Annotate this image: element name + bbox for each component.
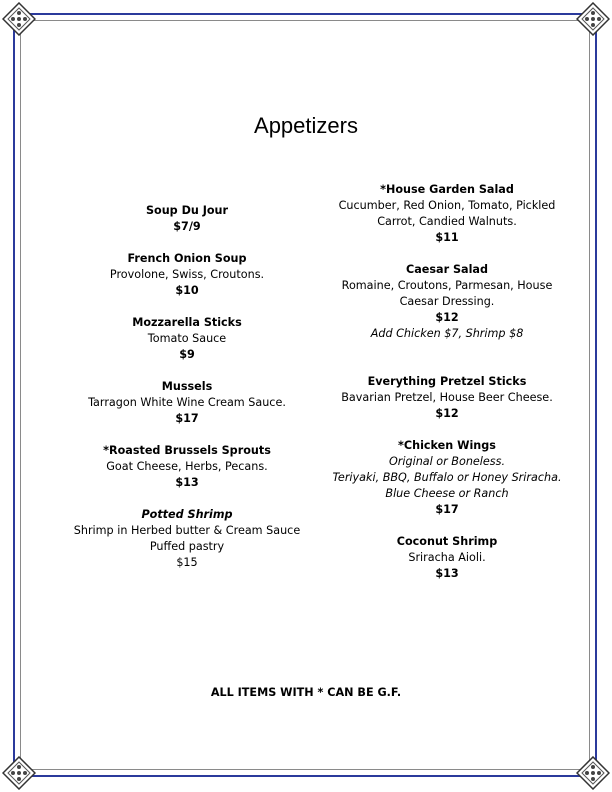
item-price: $13	[175, 476, 199, 489]
item-description: Goat Cheese, Herbs, Pecans.	[106, 460, 268, 473]
item-description: Sriracha Aioli.	[408, 551, 486, 564]
menu-item-coconut-shrimp	[322, 534, 572, 582]
item-price: $10	[175, 284, 199, 297]
gluten-free-note: ALL ITEMS WITH * CAN BE G.F.	[210, 686, 402, 699]
menu-item-house-garden-salad	[322, 182, 572, 246]
item-description: Carrot, Candied Walnuts.	[377, 215, 517, 228]
item-description: Bavarian Pretzel, House Beer Cheese.	[341, 391, 553, 404]
item-name: *Roasted Brussels Sprouts	[103, 444, 271, 457]
item-description: Puffed pastry	[149, 540, 225, 553]
menu-item-mussels	[62, 379, 312, 427]
corner-ornament-icon	[2, 756, 36, 790]
item-name: Mozzarella Sticks	[132, 316, 242, 329]
item-description: Tarragon White Wine Cream Sauce.	[88, 396, 286, 409]
menu-item-chicken-wings	[322, 438, 572, 518]
corner-ornament-icon	[576, 2, 610, 36]
item-price: $12	[435, 311, 459, 324]
menu-item-caesar-salad	[322, 262, 572, 342]
menu-column-left	[62, 203, 312, 587]
item-price: $9	[179, 348, 195, 361]
menu-item-roasted-brussels-sprouts	[62, 443, 312, 491]
item-name: Caesar Salad	[406, 263, 488, 276]
item-description: Caesar Dressing.	[399, 295, 495, 308]
item-name: French Onion Soup	[127, 252, 247, 265]
item-description: Romaine, Croutons, Parmesan, House	[341, 279, 553, 292]
item-description: Shrimp in Herbed butter & Cream Sauce	[73, 524, 301, 537]
item-name: Everything Pretzel Sticks	[367, 375, 527, 388]
item-description: Cucumber, Red Onion, Tomato, Pickled	[338, 199, 556, 212]
menu-item-soup-du-jour	[62, 203, 312, 235]
item-price: $15	[176, 556, 198, 569]
menu-item-everything-pretzel-sticks	[322, 374, 572, 422]
item-description: Tomato Sauce	[147, 332, 227, 345]
item-price: $7/9	[173, 220, 201, 233]
item-description: Original or Boneless.	[388, 455, 506, 468]
item-name: *Chicken Wings	[398, 439, 496, 452]
menu-item-potted-shrimp	[62, 507, 312, 571]
item-addon: Add Chicken $7, Shrimp $8	[370, 327, 524, 340]
item-price: $13	[435, 567, 459, 580]
menu-item-mozzarella-sticks	[62, 315, 312, 363]
item-name: Coconut Shrimp	[396, 535, 498, 548]
item-price: $11	[435, 231, 459, 244]
item-name: Potted Shrimp	[141, 508, 233, 521]
page-title: Appetizers	[254, 113, 358, 138]
item-name: Soup Du Jour	[145, 204, 229, 217]
item-description: Teriyaki, BBQ, Buffalo or Honey Sriracha.	[332, 471, 562, 484]
item-description: Provolone, Swiss, Croutons.	[109, 268, 265, 281]
menu-column-right	[322, 182, 572, 598]
menu-item-french-onion-soup	[62, 251, 312, 299]
corner-ornament-icon	[2, 2, 36, 36]
item-price: $17	[175, 412, 199, 425]
item-price: $12	[435, 407, 459, 420]
item-name: Mussels	[161, 380, 213, 393]
item-description: Blue Cheese or Ranch	[385, 487, 509, 500]
corner-ornament-icon	[576, 756, 610, 790]
item-price: $17	[435, 503, 459, 516]
item-name: *House Garden Salad	[380, 183, 514, 196]
